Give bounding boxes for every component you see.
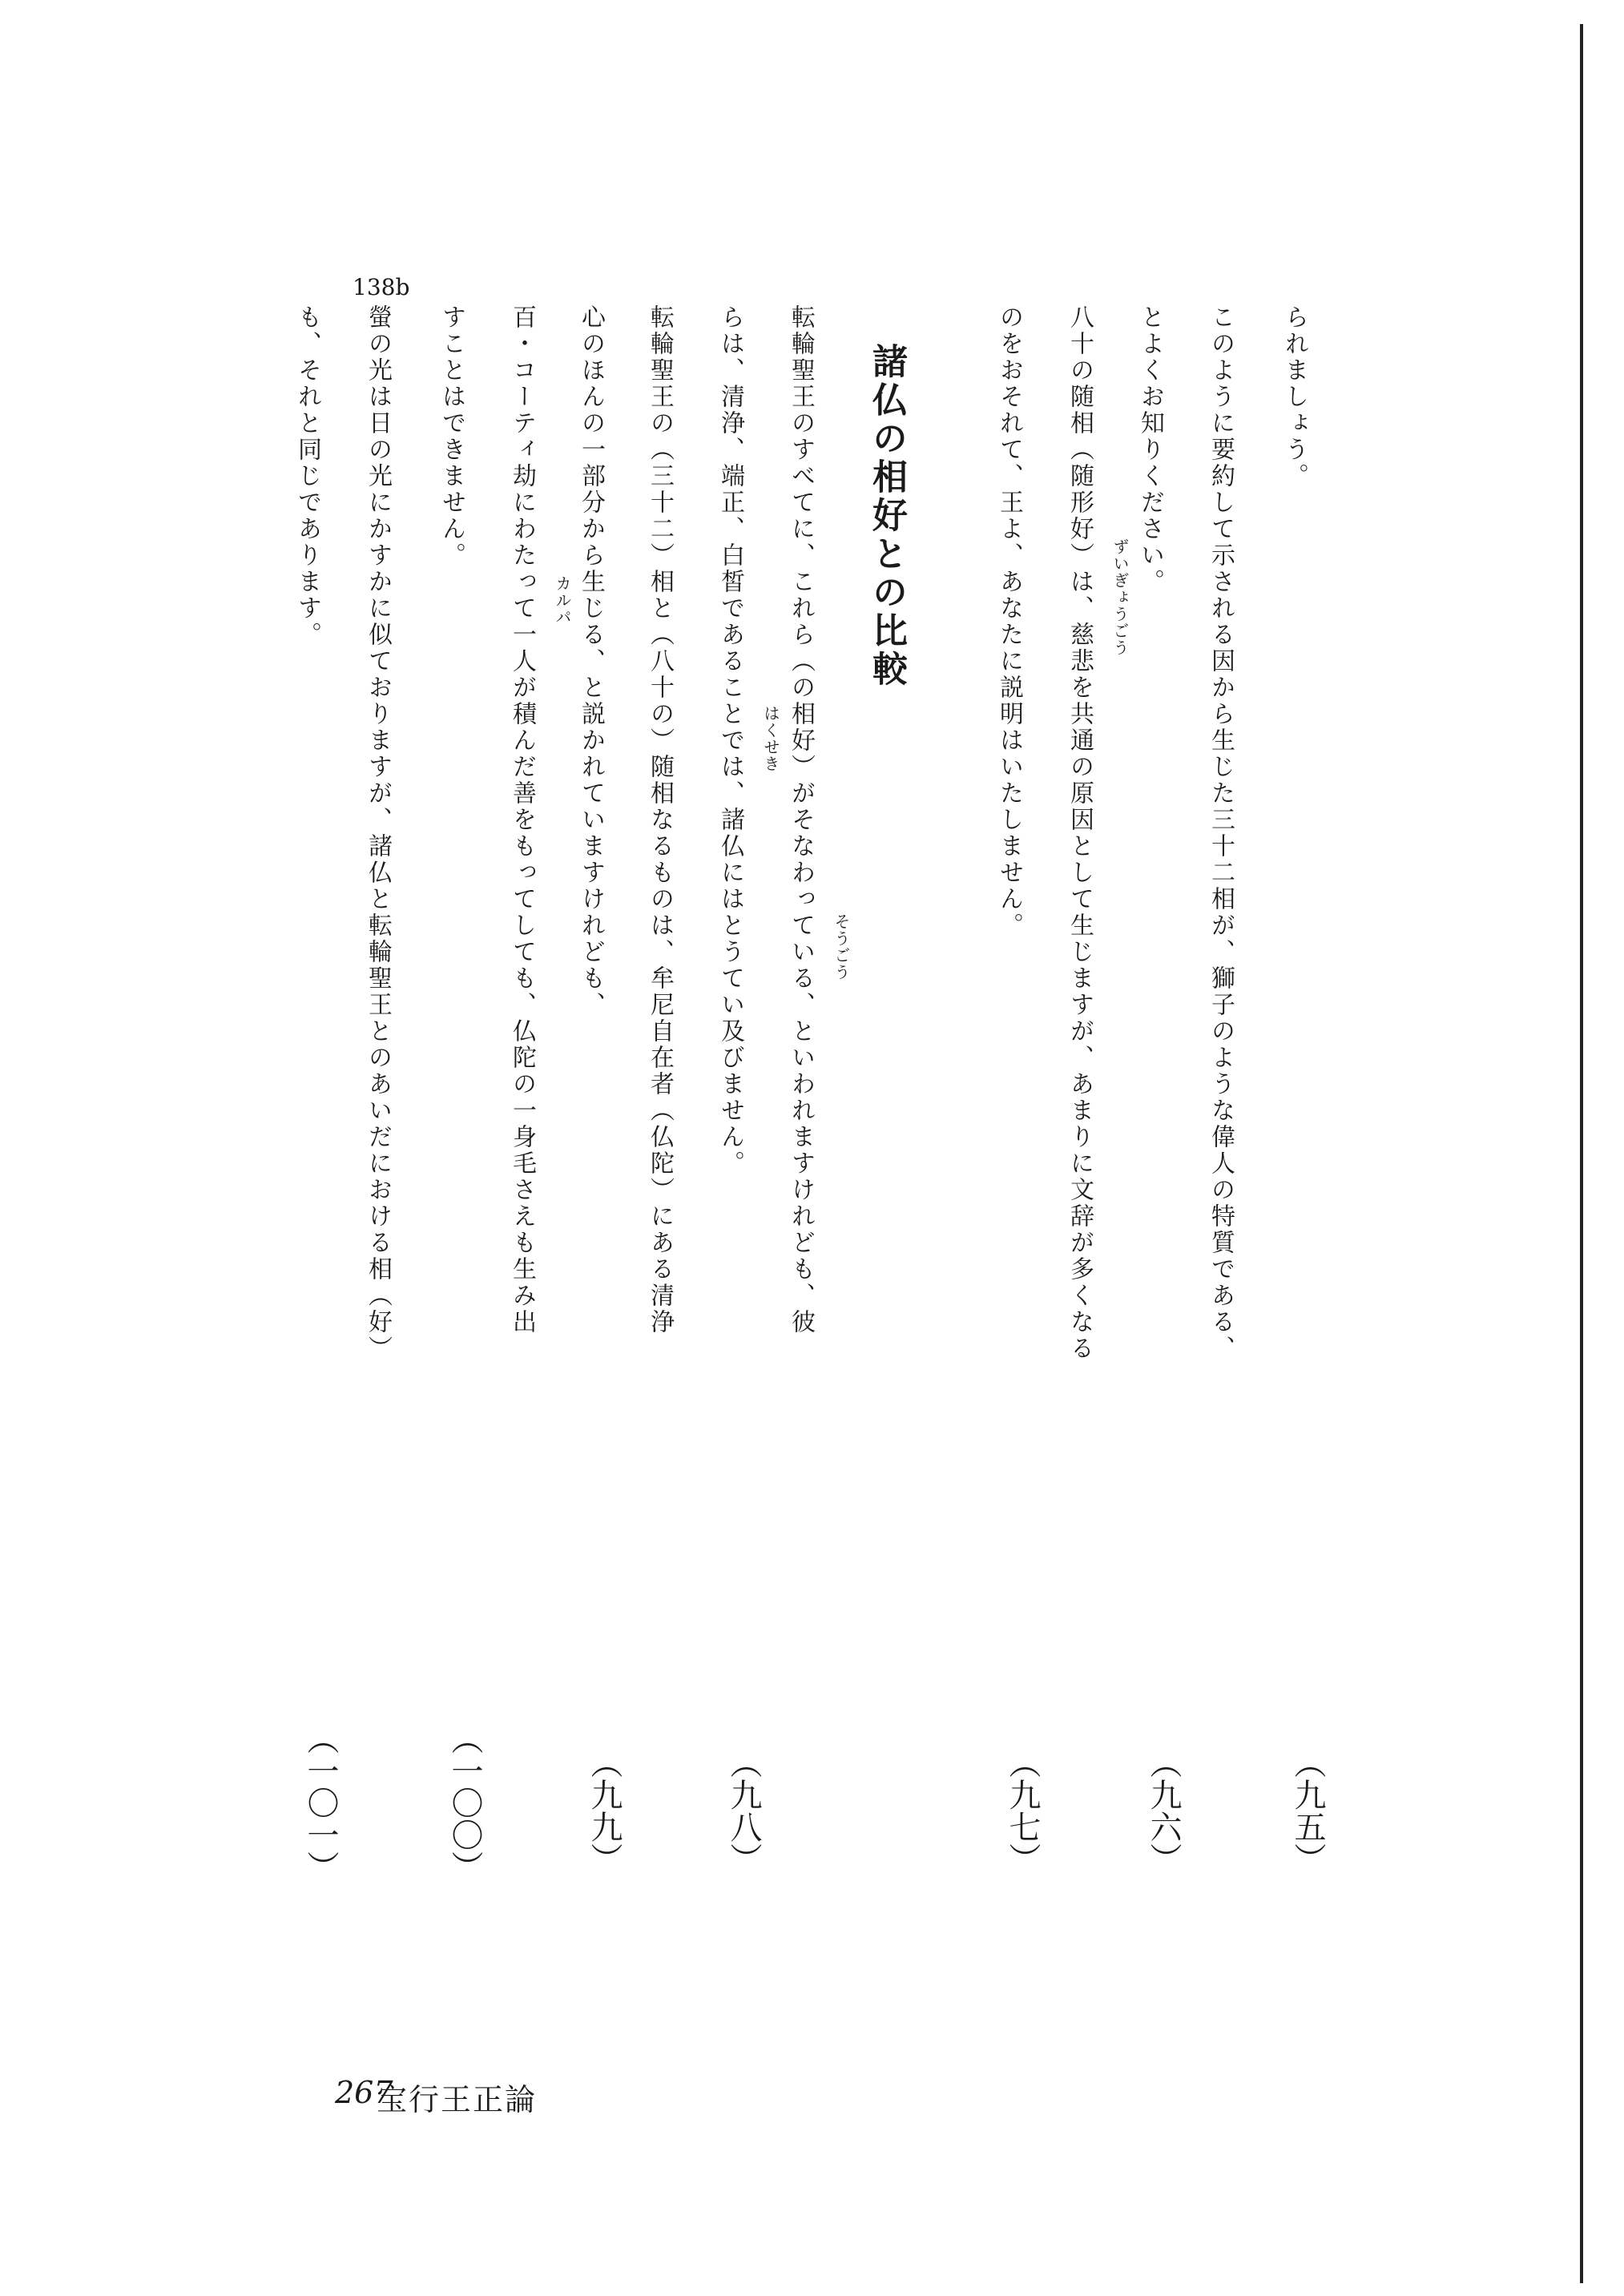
text-column-10: 百・コーティ劫にわたって一人が積んだ善をもってしても、仏陀の一身毛さえも生み出 bbox=[508, 304, 536, 1335]
text-column-7: らは、清浄、端正、白皙であることでは、諸仏にはとうてい及びません。 bbox=[716, 304, 744, 1177]
verse-ref-100: （一〇〇） bbox=[446, 1722, 483, 1883]
verse-ref-95: （九五） bbox=[1289, 1746, 1326, 1875]
text-column-1: られましょう。 bbox=[1280, 304, 1308, 489]
section-marker: 138b bbox=[353, 274, 410, 300]
text-column-9: 心のほんの一部分から生じる、と説かれていますけれども、 bbox=[577, 304, 605, 1018]
verse-ref-98: （九八） bbox=[725, 1746, 762, 1875]
ruby-karuba: カルパ bbox=[553, 575, 572, 626]
text-column-2: このように要約して示される因から生じた三十二相が、獅子のような偉人の特質である、 bbox=[1207, 304, 1235, 1362]
ruby-zuigyougo: ずいぎょうごう bbox=[1110, 538, 1130, 656]
text-column-3: とよくお知りください。 bbox=[1136, 304, 1164, 595]
text-column-6: 転輪聖王のすべてに、これら（の相好）がそなわっている、といわれますけれども、彼 bbox=[787, 304, 815, 1335]
verse-ref-99: （九九） bbox=[586, 1746, 623, 1875]
verse-ref-101: （一〇一） bbox=[302, 1722, 339, 1883]
text-column-12: 螢の光は日の光にかすかに似ておりますが、諸仏と転輪聖王とのあいだにおける相（好） bbox=[364, 304, 392, 1362]
section-heading: 諸仏の相好との比較 bbox=[866, 343, 907, 689]
text-column-11: すことはできません。 bbox=[437, 304, 465, 569]
ruby-sougou: そうごう bbox=[832, 913, 851, 981]
verse-ref-97: （九七） bbox=[1004, 1746, 1041, 1875]
text-column-5: のをおそれて、王よ、あなたに説明はいたしません。 bbox=[995, 304, 1023, 939]
text-column-13: も、それと同じであります。 bbox=[293, 304, 321, 648]
text-column-4: 八十の随相（随形好）は、慈悲を共通の原因として生じますが、あまりに文辞が多くなる bbox=[1066, 304, 1094, 1362]
scan-edge-rule bbox=[1580, 24, 1583, 2283]
running-title: 宝行王正論 bbox=[377, 2082, 538, 2117]
verse-ref-96: （九六） bbox=[1145, 1746, 1182, 1875]
page-number: 267 bbox=[335, 2075, 393, 2110]
ruby-hakuseki: はくせき bbox=[761, 705, 780, 772]
text-column-8: 転輪聖王の（三十二）相と（八十の）随相なるものは、牟尼自在者（仏陀）にある清浄 bbox=[646, 304, 674, 1335]
